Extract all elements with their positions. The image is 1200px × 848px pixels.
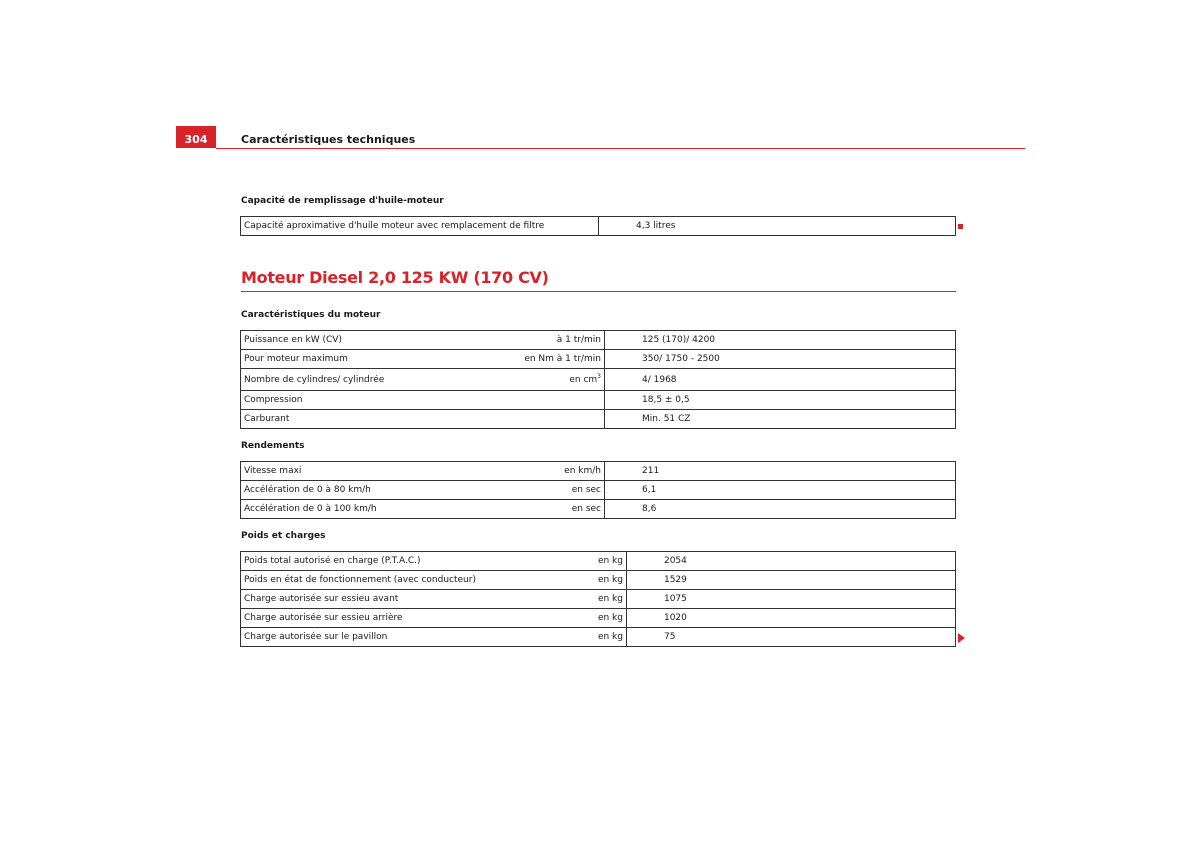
table-row (241, 590, 956, 609)
table-row (241, 609, 956, 628)
heading-divider (241, 291, 956, 292)
oil-capacity-table (240, 216, 956, 236)
table-row (241, 628, 956, 647)
row-label: Poids en état de fonctionnement (avec conducteur) (241, 571, 479, 590)
row-unit (457, 369, 605, 391)
row-value: 6,1 (605, 481, 956, 500)
unit-superscript: 3 (597, 372, 601, 380)
row-label: Compression (241, 391, 458, 410)
row-value: Min. 51 CZ (605, 410, 956, 429)
page-number: 304 (176, 126, 216, 148)
row-value: 1020 (626, 609, 955, 628)
table-row (241, 571, 956, 590)
row-value: 75 (626, 628, 955, 647)
table-row (241, 391, 956, 410)
table-row (241, 331, 956, 350)
table-row (241, 500, 956, 519)
row-unit: en kg (479, 628, 627, 647)
row-unit: en km/h (457, 462, 605, 481)
row-label: Charge autorisée sur essieu avant (241, 590, 479, 609)
weights-table (240, 551, 956, 647)
continue-arrow-icon (958, 633, 965, 643)
table-row (241, 217, 956, 236)
row-unit: en kg (479, 590, 627, 609)
row-label: Accélération de 0 à 100 km/h (241, 500, 458, 519)
row-unit: en kg (479, 552, 627, 571)
row-unit: à 1 tr/min (457, 331, 605, 350)
row-label: Pour moteur maximum (241, 350, 458, 369)
table-row (241, 462, 956, 481)
page-header-title: Caractéristiques techniques (241, 133, 416, 146)
row-value: 18,5 ± 0,5 (605, 391, 956, 410)
row-label: Poids total autorisé en charge (P.T.A.C.) (241, 552, 479, 571)
weights-section-title: Poids et charges (241, 531, 326, 541)
row-unit: en Nm à 1 tr/min (457, 350, 605, 369)
row-unit: en sec (457, 500, 605, 519)
row-unit (457, 391, 605, 410)
row-label: Puissance en kW (CV) (241, 331, 458, 350)
row-value: 1529 (626, 571, 955, 590)
row-label: Charge autorisée sur essieu arrière (241, 609, 479, 628)
performance-table (240, 461, 956, 519)
row-value: 350/ 1750 - 2500 (605, 350, 956, 369)
row-value: 1075 (626, 590, 955, 609)
row-value: 211 (605, 462, 956, 481)
table-row (241, 369, 956, 391)
row-label: Carburant (241, 410, 458, 429)
engine-heading: Moteur Diesel 2,0 125 KW (170 CV) (241, 268, 549, 287)
row-unit: en sec (457, 481, 605, 500)
row-label: Accélération de 0 à 80 km/h (241, 481, 458, 500)
header-divider (216, 148, 1025, 149)
row-value: 125 (170)/ 4200 (605, 331, 956, 350)
table-row (241, 350, 956, 369)
unit-text: en cm (569, 374, 598, 385)
row-unit (457, 410, 605, 429)
row-unit: en kg (479, 571, 627, 590)
table-row (241, 410, 956, 429)
row-value: 8,6 (605, 500, 956, 519)
row-value: 4,3 litres (599, 217, 956, 236)
row-label: Capacité aproximative d'huile moteur avec remplacement de filtre (241, 217, 599, 236)
row-unit: en kg (479, 609, 627, 628)
row-label: Charge autorisée sur le pavillon (241, 628, 479, 647)
oil-section-title: Capacité de remplissage d'huile-moteur (241, 196, 444, 206)
section-end-marker (958, 224, 963, 229)
performance-section-title: Rendements (241, 441, 305, 451)
row-value: 2054 (626, 552, 955, 571)
table-row (241, 552, 956, 571)
row-label: Vitesse maxi (241, 462, 458, 481)
table-row (241, 481, 956, 500)
engine-table (240, 330, 956, 429)
row-label: Nombre de cylindres/ cylindrée (241, 369, 458, 391)
row-value: 4/ 1968 (605, 369, 956, 391)
engine-section-title: Caractéristiques du moteur (241, 310, 381, 320)
